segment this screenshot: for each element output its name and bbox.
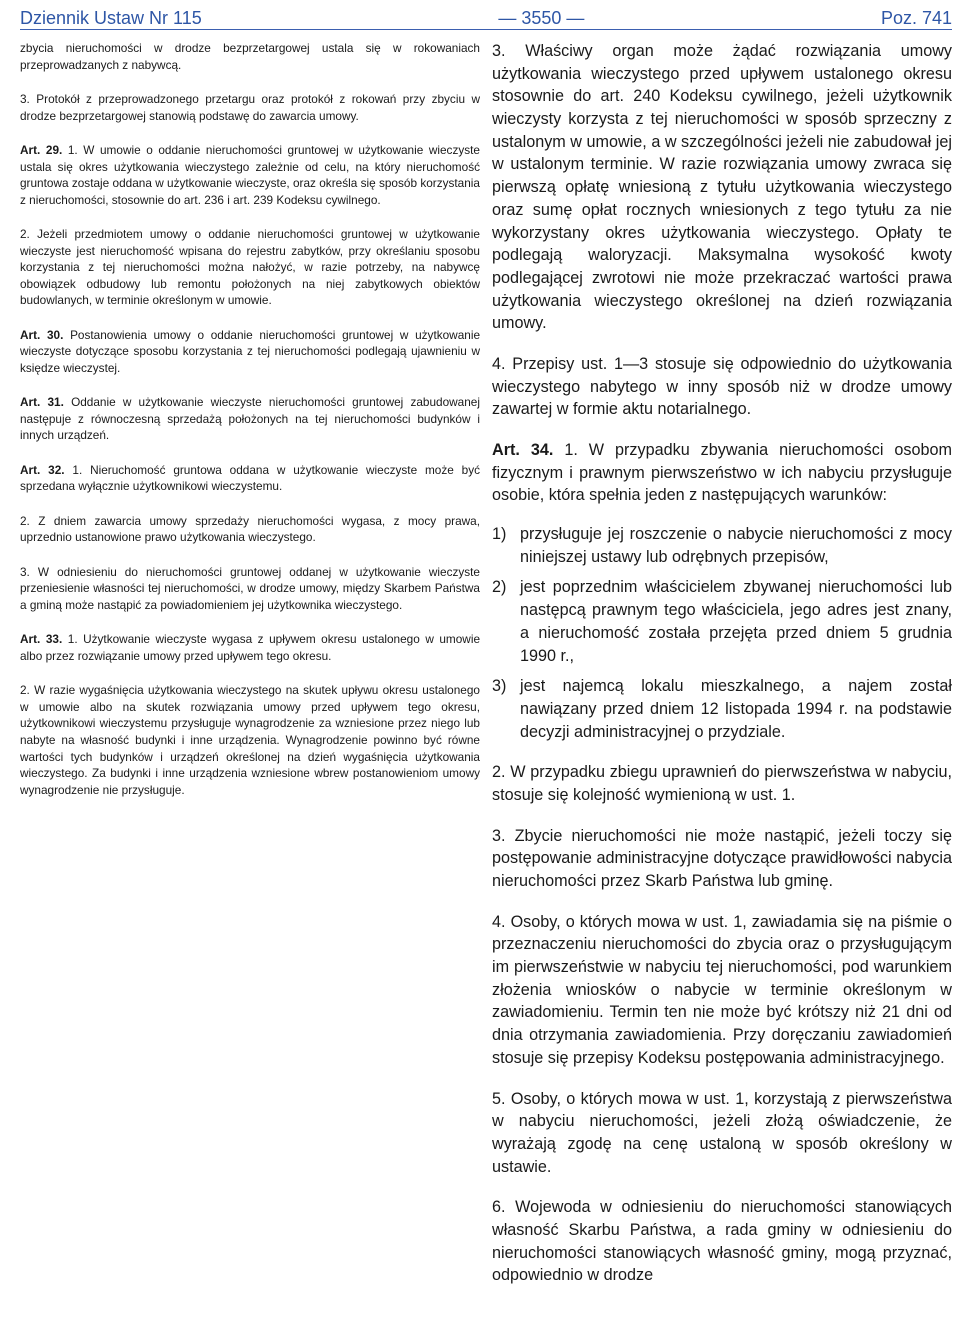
list-item	[492, 675, 952, 743]
article-number: Art. 29.	[20, 143, 63, 158]
paragraph-text: 2. Jeżeli przedmiotem umowy o oddanie nieruchomości gruntowej w użytkowanie wieczyste jest nieruchomość wpisana do rejestru zabytków, przy określaniu sposobu korzystania z tej nieruchomości można nałożyć, w razie potrzeby, na nabywcę obowiązek odbudowy lub remontu położonych na niej zabytkowych obiektów budowlanych, w terminie określonym w umowie.	[20, 227, 480, 308]
paragraph	[20, 564, 480, 614]
paragraph	[20, 142, 480, 208]
paragraph-text: zbycia nieruchomości w drodze bezprzetargowej ustala się w rokowaniach przeprowadzanych z nabywcą.	[20, 41, 480, 72]
paragraph-text: 4. Osoby, o których mowa w ust. 1, zawiadamia się na piśmie o przeznaczeniu nieruchomości do zbycia oraz o przysługującym im pierwszeństwie w nabyciu tej nieruchomości, pod warunkiem złożenia wniosków o nabycie w terminie określonym w zawiadomieniu. Termin ten nie może być krótszy niż 21 dni od dnia otrzymania zawiadomienia. Przy doręczaniu zawiadomień stosuje się przepisy Kodeksu postępowania administracyjnego.	[492, 912, 952, 1067]
paragraph-text: 1. Użytkowanie wieczyste wygasa z upływem okresu ustalonego w umowie albo przez rozwiązanie umowy przed upływem tego okresu.	[20, 632, 481, 663]
paragraph	[20, 394, 480, 444]
paragraph-text: 2. W razie wygaśnięcia użytkowania wieczystego na skutek upływu okresu ustalonego w umowie albo na skutek rozwiązania umowy przed upływem tego okresu, użytkownikowi wieczystemu przysługuje wynagrodzenie za wzniesione przez niego lub nabyte na własność budynki i inne urządzenia. Wynagrodzenie powinno być równe wartości tych budynków i urządzeń określonej na dzień wygaśnięcia użytkowania wieczystego. Za budynki i inne urządzenia wzniesione wbrew postanowieniom umowy wynagrodzenie nie przysługuje.	[20, 683, 480, 797]
paragraph	[20, 226, 480, 309]
article-number: Art. 31.	[20, 395, 64, 410]
text-columns	[20, 40, 952, 1305]
list-item-number: 1)	[492, 525, 507, 544]
paragraph-text: 5. Osoby, o których mowa w ust. 1, korzystają z pierwszeństwa w nabyciu nieruchomości, jeżeli złożą oświadczenie, że wyrażają zgodę na cenę ustaloną w sposób określony w ustawie.	[492, 1089, 952, 1176]
article-number: Art. 33.	[20, 632, 63, 647]
paragraph	[20, 513, 480, 546]
paragraph	[20, 462, 480, 495]
paragraph-text: Postanowienia umowy o oddanie nieruchomości gruntowej w użytkowanie wieczyste dotyczące sposobu korzystania z tej nieruchomości podlegają ujawnieniu w księdze wieczystej.	[20, 327, 481, 375]
paragraph-text: 1. W przypadku zbywania nieruchomości osobom fizycznym i prawnym pierwszeństwo w ich nabyciu przysługuje osobie, która spełnia jeden z następujących warunków:	[492, 441, 953, 505]
paragraph	[492, 1196, 952, 1287]
paragraph-text: Oddanie w użytkowanie wieczyste nieruchomości gruntowej zabudowanej następuje z równoczesną sprzedażą położonych na tej nieruchomości budynków i innych urządzeń.	[20, 395, 480, 443]
list-item-text: jest poprzednim właścicielem zbywanej nieruchomości lub następcą prawnym tego właściciela, jego adres jest znany, a nieruchomość została przejęta przed dniem 5 grudnia 1990 r.,	[520, 578, 952, 665]
page-number: — 3550 —	[498, 8, 585, 28]
paragraph	[492, 825, 952, 893]
paragraph	[492, 911, 952, 1070]
paragraph	[20, 91, 480, 124]
paragraph-text: 3. Właściwy organ może żądać rozwiązania umowy użytkowania wieczystego przed upływem ustalonego okresu stosownie do art. 240 Kodeksu cywilnego, jeżeli użytkownik wieczysty korzysta z tej nieruchomości w sposób sprzeczny z ustalonym w umowie, a w szczególności jeżeli nie zabudował jej w ustalonym terminie. W razie rozwiązania umowy zwraca się pierwszą opłatę wniesioną z tytułu użytkowania wieczystego oraz sumę opłat rocznych wniesionych z tego tytułu za nie wykorzystany okres użytkowania wieczystego. Opłaty te podlegają waloryzacji. Maksymalna wysokość kwoty podlegającej zwrotowi nie może przekraczać wartości prawa użytkowania wieczystego określonej na dzień rozwiązania umowy.	[492, 42, 952, 333]
paragraph-text: 6. Wojewoda w odniesieniu do nieruchomości stanowiących własność Skarbu Państwa, a rada gminy w odniesieniu do nieruchomości stanowiących własność gminy, mogą przyznać, odpowiednio w drodze	[492, 1198, 952, 1285]
paragraph-text: 3. Zbycie nieruchomości nie może nastąpić, jeżeli toczy się postępowanie administracyjne dotyczące prawidłowości nabycia nieruchomości przez Skarb Państwa lub gminę.	[492, 826, 952, 890]
paragraph	[20, 631, 480, 664]
list-item	[492, 523, 952, 568]
list-item-text: przysługuje jej roszczenie o nabycie nieruchomości z mocy niniejszej ustawy lub odrębnych przepisów,	[520, 525, 952, 566]
journal-title: Dziennik Ustaw Nr 115	[20, 8, 202, 28]
paragraph-text: 1. W umowie o oddanie nieruchomości gruntowej w użytkowanie wieczyste ustala się okres użytkowania wieczystego zależnie od celu, na który nieruchomość gruntowa zostaje oddana w użytkowanie wieczyste, oraz określa się sposób korzystania z nieruchomości, stosownie do art. 236 i art. 239 Kodeksu cywilnego.	[20, 143, 480, 207]
paragraph	[492, 1088, 952, 1179]
paragraph-text: 1. Nieruchomość gruntowa oddana w użytkowanie wieczyste może być sprzedana wyłącznie użytkownikowi wieczystemu.	[20, 462, 481, 494]
right-column	[492, 40, 952, 1305]
position-number: Poz. 741	[880, 8, 952, 28]
page-header	[20, 0, 952, 30]
paragraph	[20, 327, 480, 377]
left-column	[20, 40, 480, 1305]
paragraph-text: 3. W odniesieniu do nieruchomości gruntowej oddanej w użytkowanie wieczyste przeniesienie własności tej nieruchomości, w drodze umowy, między Skarbem Państwa a gminą może nastąpić za powiadomieniem jej użytkownika wieczystego.	[20, 564, 480, 612]
article-number: Art. 34.	[492, 441, 554, 459]
paragraph	[492, 439, 952, 507]
paragraph-text: 3. Protokół z przeprowadzonego przetargu oraz protokół z rokowań przy zbyciu w drodze bezprzetargowej stanowią podstawę do zawarcia umowy.	[20, 92, 480, 123]
list-item-number: 2)	[492, 578, 507, 597]
list-item-text: jest najemcą lokalu mieszkalnego, a najem został nawiązany przed dniem 12 listopada 1994 r. na podstawie decyzji administracyjnej o przydziale.	[520, 677, 952, 741]
paragraph-text: 2. Z dniem zawarcia umowy sprzedaży nieruchomości wygasa, z mocy prawa, uprzednio ustanowione prawo użytkowania wieczystego.	[20, 513, 480, 545]
article-number: Art. 32.	[20, 462, 65, 477]
list-item	[492, 576, 952, 667]
article-number: Art. 30.	[20, 327, 64, 342]
paragraph	[20, 682, 480, 798]
paragraph	[492, 761, 952, 806]
paragraph	[492, 353, 952, 421]
list-item-number: 3)	[492, 677, 507, 696]
paragraph	[20, 40, 480, 73]
paragraph-text: 2. W przypadku zbiegu uprawnień do pierwszeństwa w nabyciu, stosuje się kolejność wymienioną w ust. 1.	[492, 763, 952, 804]
paragraph-text: 4. Przepisy ust. 1—3 stosuje się odpowiednio do użytkowania wieczystego nabytego w inny sposób niż w drodze umowy zawartej w formie aktu notarialnego.	[492, 354, 952, 419]
paragraph	[492, 40, 952, 335]
